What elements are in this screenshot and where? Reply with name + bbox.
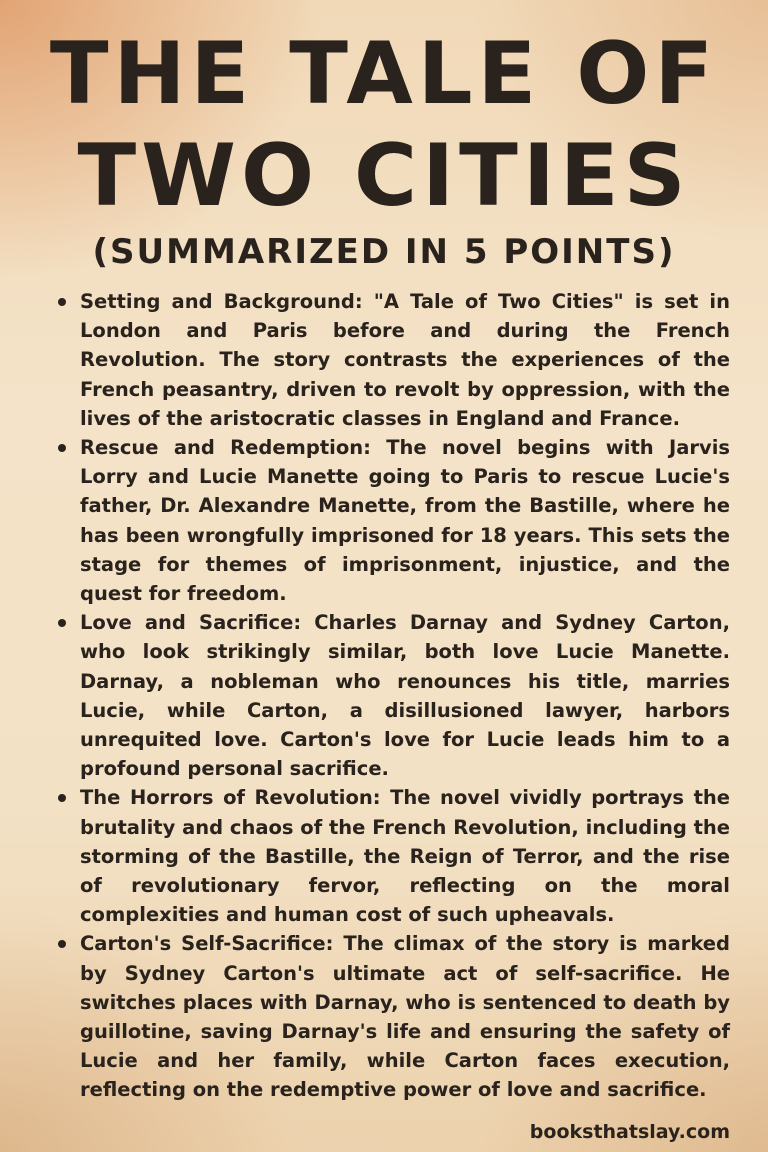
footer-site-credit: booksthatslay.com [529,1121,730,1143]
summary-point-text: The Horrors of Revolution: The novel vividly portrays the brutality and chaos of the French Revolution, including the storming of the Bastille, the Reign of Terror, and the rise of revolutionary fervor, reflecting on the moral complexities and human cost of such upheavals. [80,786,731,927]
bullet-icon [58,444,66,452]
summary-point-1 [54,287,730,433]
summary-point-text: Setting and Background: "A Tale of Two Cities" is set in London and Paris before and during the French Revolution. The story contrasts the experiences of the French peasantry, driven to revolt by oppression, with the lives of the aristocratic classes in England and France. [80,290,730,430]
summary-point-3 [54,608,730,783]
summary-point-text: Rescue and Redemption: The novel begins with Jarvis Lorry and Lucie Manette going to Paris to rescue Lucie's father, Dr. Alexandre Manette, from the Bastille, where he has been wrongfully imprisoned for 18 years. This sets the stage for themes of imprisonment, injustice, and the quest for freedom. [80,436,730,606]
title-line-1: THE TALE OF [49,24,719,124]
summary-point-2 [54,433,730,608]
bullet-icon [58,940,66,948]
summary-point-4 [54,783,730,929]
bullet-icon [58,794,66,802]
summary-points-list [54,287,730,1105]
subtitle: (SUMMARIZED IN 5 POINTS) [92,232,676,272]
bullet-icon [58,619,66,627]
title-line-2: TWO CITIES [77,126,691,226]
summary-point-5 [54,929,730,1104]
summary-point-text: Love and Sacrifice: Charles Darnay and Sydney Carton, who look strikingly similar, both love Lucie Manette. Darnay, a nobleman who renounces his title, marries Lucie, while Carton, a disillusioned lawyer, harbors unrequited love. Carton's love for Lucie leads him to a profound personal sacrifice. [80,611,730,781]
bullet-icon [58,298,66,306]
summary-point-text: Carton's Self-Sacrifice: The climax of the story is marked by Sydney Carton's ultimate act of self-sacrifice. He switches places with Darnay, who is sentenced to death by guillotine, saving Darnay's life and ensuring the safety of Lucie and her family, while Carton faces execution, reflecting on the redemptive power of love and sacrifice. [80,932,730,1102]
